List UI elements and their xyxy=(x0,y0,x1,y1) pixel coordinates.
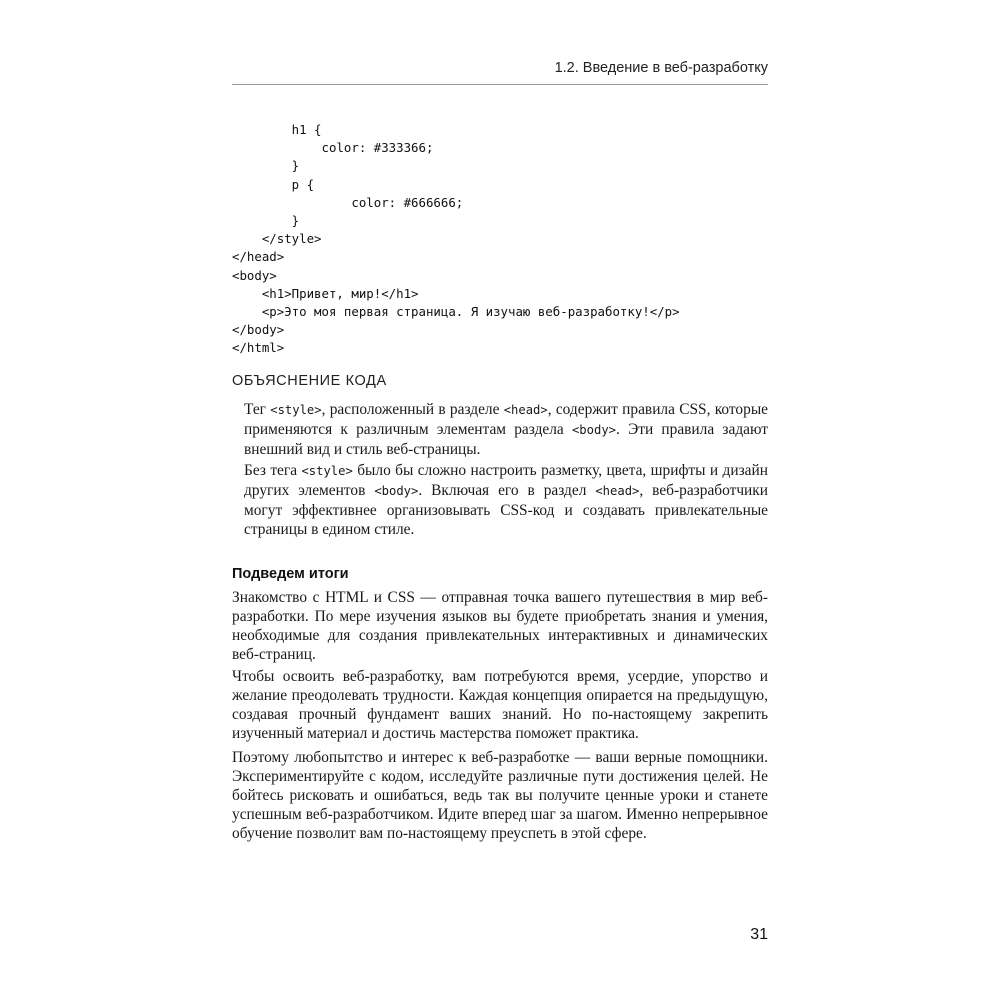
running-header xyxy=(232,58,768,85)
inline-code: <body> xyxy=(374,484,419,498)
explanation-paragraph xyxy=(244,400,768,459)
text-run: , расположенный в разделе xyxy=(321,401,504,418)
text-run: , содержит правила CSS, которые применяются к различным элементам раздела xyxy=(244,401,768,438)
code-line: <h1>Привет, мир!</h1> xyxy=(232,285,419,301)
code-line: color: #666666; xyxy=(232,194,464,210)
code-listing xyxy=(232,121,680,357)
code-line: <body> xyxy=(232,267,277,283)
code-line: } xyxy=(232,212,300,228)
text-run: было бы сложно настроить разметку, цвета, шрифты и дизайн других элементов xyxy=(244,462,768,499)
text-run: . Эти правила задают внешний вид и стиль веб-страницы. xyxy=(244,421,768,458)
code-line: h1 { xyxy=(232,122,322,137)
body-paragraph: Чтобы освоить веб-разработку, вам потребуются время, усердие, упорство и желание преодолевать трудности. Каждая концепция опирается на предыдущую, создавая прочный фундамент ваших знаний. Но по-настоящему закрепить изученный материал и достичь мастерства поможет практика. xyxy=(232,668,768,742)
code-line: </html> xyxy=(232,340,285,356)
explanation-heading: ОБЪЯСНЕНИЕ КОДА xyxy=(232,373,387,389)
code-line: </head> xyxy=(232,249,285,265)
code-line: color: #333366; xyxy=(232,140,434,156)
code-line: </style> xyxy=(232,231,322,247)
code-line: <p>Это моя первая страница. Я изучаю веб-разработку!</p> xyxy=(232,303,680,319)
text-run: Без тега xyxy=(244,462,302,479)
code-line: p { xyxy=(232,176,315,192)
text-run: , веб-разработчики могут эффективнее организовывать CSS-код и создавать привлекательные страницы в едином стиле. xyxy=(244,482,769,538)
inline-code: <style> xyxy=(270,403,322,417)
chapter-title: 1.2. Введение в веб-разработку xyxy=(554,60,768,76)
body-paragraph: Знакомство с HTML и CSS — отправная точка вашего путешествия в мир веб-разработки. По мере изучения языков вы будете приобретать знания и умения, необходимые для создания привлекательных интерактивных и динамических веб-страниц. xyxy=(232,589,768,663)
inline-code: <head> xyxy=(503,403,548,417)
text-run: Тег xyxy=(244,401,271,418)
section-heading: Подведем итоги xyxy=(232,566,349,582)
code-line: </body> xyxy=(232,322,285,338)
inline-code: <body> xyxy=(571,423,616,437)
inline-code: <style> xyxy=(301,464,353,478)
explanation-paragraph xyxy=(244,461,768,539)
inline-code: <head> xyxy=(595,484,640,498)
page-number: 31 xyxy=(750,926,768,943)
text-run: . Включая его в раздел xyxy=(418,482,596,499)
body-paragraph: Поэтому любопытство и интерес к веб-разработке — ваши верные помощники. Экспериментируйте с кодом, исследуйте различные пути достижения целей. Не бойтесь рисковать и ошибаться, ведь так вы получите ценные уроки и станете успешным веб-разработчиком. Идите вперед шаг за шагом. Именно непрерывное обучение позволит вам по-настоящему преуспеть в этой сфере. xyxy=(232,749,768,842)
code-line: } xyxy=(232,158,300,174)
